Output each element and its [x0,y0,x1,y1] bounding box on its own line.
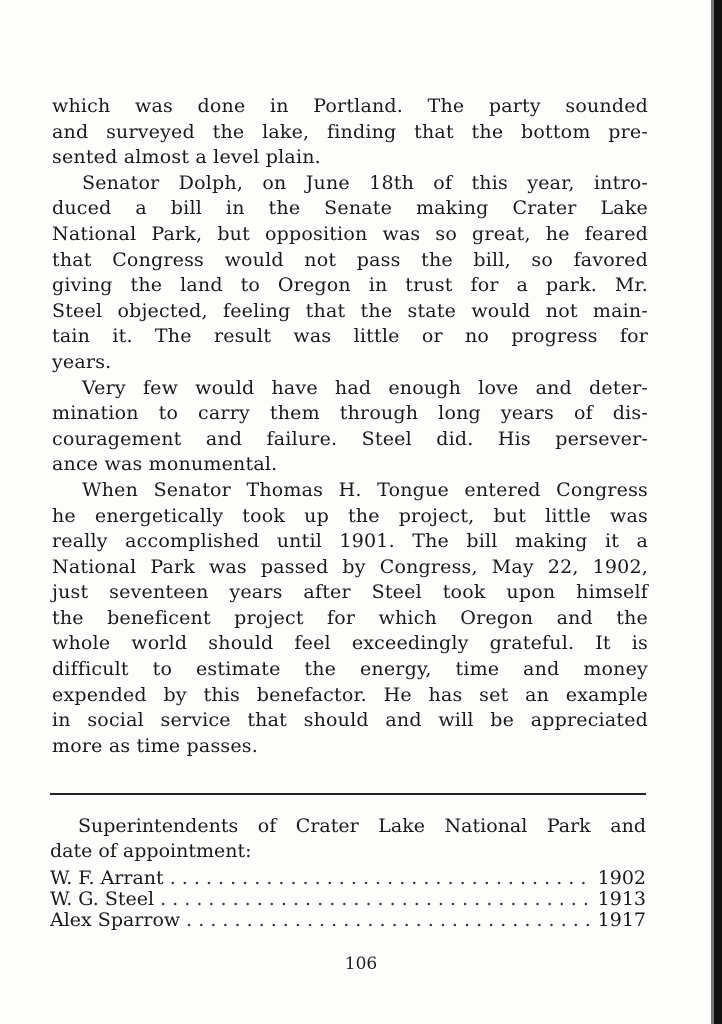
text-line: sented almost a level plain. [52,146,321,169]
text-line: Very few would have had enough love and deter- [82,376,648,399]
section-divider [50,793,646,795]
text-line: that Congress would not pass the bill, so favored [52,248,648,271]
text-line: really accomplished until 1901. The bill making it a [52,530,648,553]
superintendent-name: W. G. Steel [50,888,155,910]
text-line: When Senator Thomas H. Tongue entered Congress [82,478,648,501]
text-line: whole world should feel exceedingly grateful. It is [52,632,648,655]
list-item [50,868,646,889]
text-line: ance was monumental. [52,453,278,476]
heading-line: date of appointment: [50,840,252,862]
superintendent-name: Alex Sparrow [50,909,181,931]
list-item [50,889,646,910]
heading-line: Superintendents of Crater Lake National Park and [78,815,646,837]
text-line: couragement and failure. Steel did. His persever- [52,427,648,450]
page-number: 106 [344,954,378,974]
paragraph [52,478,648,760]
appointment-year: 1902 [597,867,646,889]
text-line: just seventeen years after Steel took upon himself [52,581,648,604]
text-line: difficult to estimate the energy, time and money [52,658,648,681]
dot-leader [170,868,592,889]
text-line: Steel objected, feeling that the state would not main- [52,299,648,322]
superintendents-heading [50,814,646,864]
appointment-year: 1917 [597,909,646,931]
text-line: tain it. The result was little or no progress for [52,325,648,348]
appointment-year: 1913 [597,888,646,910]
body-text [52,94,648,759]
text-line: mination to carry them through long years of dis- [52,402,648,425]
text-line: more as time passes. [52,734,258,757]
text-line: giving the land to Oregon in trust for a park. Mr. [52,274,648,297]
dot-leader [186,910,591,931]
text-line: duced a bill in the Senate making Crater Lake [52,197,648,220]
text-line: years. [52,350,112,373]
dot-leader [160,889,592,910]
text-line: he energetically took up the project, but little was [52,504,648,527]
text-line: and surveyed the lake, finding that the bottom pre- [52,120,648,143]
text-line: National Park was passed by Congress, May 22, 1902, [52,555,648,578]
paragraph [52,94,648,171]
paragraph [52,376,648,478]
text-line: National Park, but opposition was so great, he feared [52,222,648,245]
text-line: Senator Dolph, on June 18th of this year, intro- [82,171,648,194]
text-line: in social service that should and will be appreciated [52,709,648,732]
superintendents-section [50,814,646,931]
text-line: which was done in Portland. The party sounded [52,95,648,117]
page-edge [714,0,722,1024]
list-item [50,910,646,931]
text-line: the beneficent project for which Oregon and the [52,606,648,629]
text-line: expended by this benefactor. He has set an example [52,683,648,706]
paragraph [52,171,648,376]
superintendent-name: W. F. Arrant [50,867,164,889]
superintendents-list [50,868,646,931]
